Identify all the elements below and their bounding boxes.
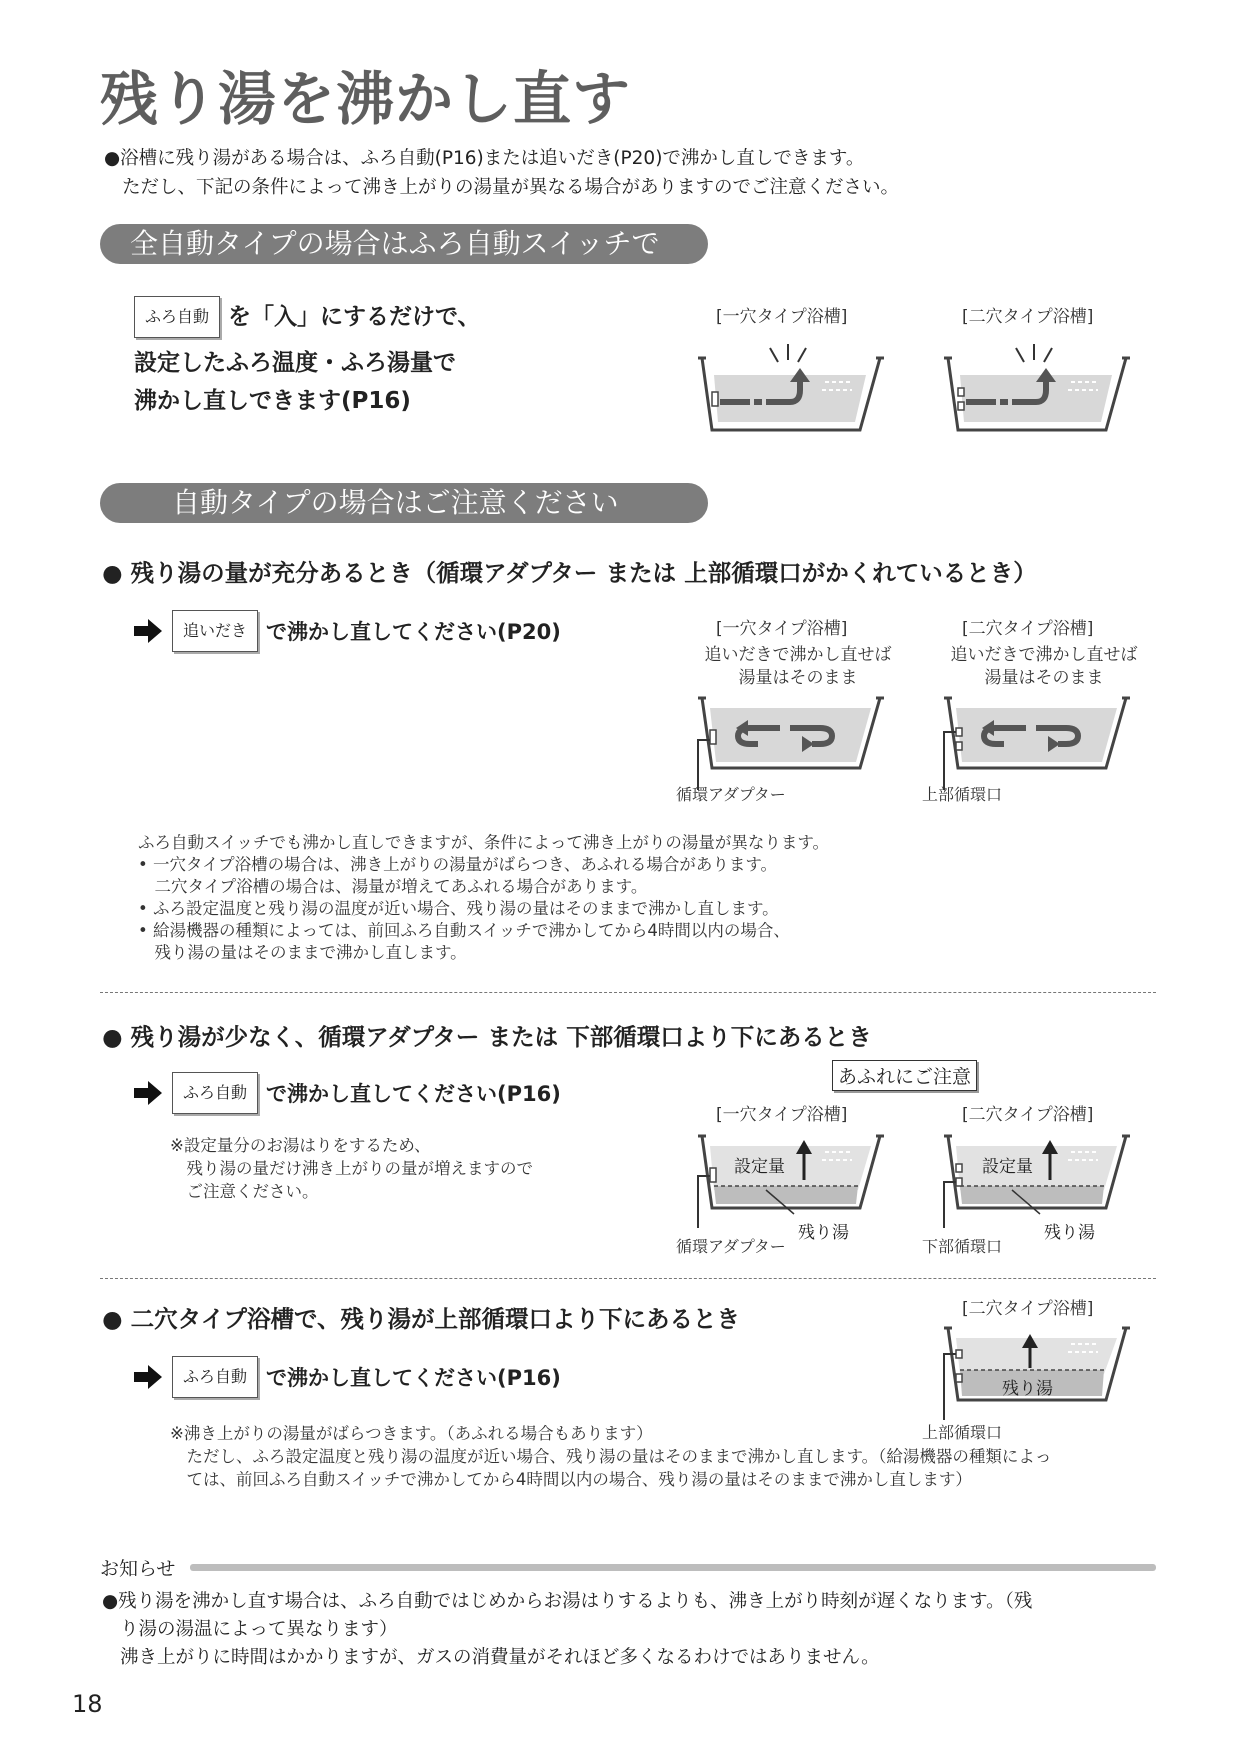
tub-label-double-hole: [二穴タイプ浴槽]: [962, 307, 1094, 327]
case3-instruction-row: [134, 1356, 561, 1398]
case1-tub2-part: 上部循環口: [922, 785, 1003, 804]
tub-label-single-hole: [一穴タイプ浴槽]: [716, 307, 848, 327]
notice-label: お知らせ: [100, 1558, 176, 1580]
notice-line-1: ●残り湯を沸かし直す場合は、ふろ自動ではじめからお湯はりするよりも、沸き上がり時刻が遅くなります。（残: [102, 1591, 1033, 1612]
case1-note-line: 二穴タイプ浴槽の場合は、湯量が増えてあふれる場合があります。: [138, 877, 648, 896]
case3-note-line: ては、前回ふろ自動スイッチで沸かしてから4時間以内の場合、残り湯の量はそのままで沸かし直します）: [170, 1470, 972, 1489]
case2-instruction-row: [134, 1072, 561, 1114]
section-header-full-auto: 全自動タイプの場合はふろ自動スイッチで: [100, 224, 708, 264]
notice-line-2: り湯の湯温によって異なります）: [120, 1619, 398, 1640]
case2-note-line: 残り湯の量だけ沸き上がりの量が増えますので: [170, 1159, 533, 1178]
case1-note-line: • ふろ設定温度と残り湯の温度が近い場合、残り湯の量はそのままで沸かし直します。: [138, 899, 779, 918]
case3-heading: ● 二穴タイプ浴槽で、残り湯が上部循環口より下にあるとき: [102, 1305, 741, 1333]
tub-diagram-case2-double: [936, 1128, 1136, 1228]
case2-tub2-label: [二穴タイプ浴槽]: [962, 1105, 1094, 1125]
case3-tub-label: [二穴タイプ浴槽]: [962, 1299, 1094, 1319]
case2-instruction: で沸かし直してください(P16): [266, 1082, 561, 1106]
arrow-right-icon: [134, 619, 164, 643]
case3-notes: [170, 1422, 1051, 1491]
section1-body: [134, 296, 481, 420]
case1-tub1-caption: [688, 644, 908, 690]
section-header-auto-caution: 自動タイプの場合はご注意ください: [100, 483, 708, 523]
furo-auto-key-button[interactable]: ふろ自動: [172, 1356, 258, 1398]
case3-tub-part: 上部循環口: [922, 1423, 1003, 1442]
case1-tub1-caption-line-1: 追いだきで沸かし直せば: [704, 645, 892, 665]
case1-note-line: • 一穴タイプ浴槽の場合は、沸き上がりの湯量がばらつき、あふれる場合があります。: [138, 855, 778, 874]
case2-tub2-remaining: 残り湯: [1044, 1223, 1095, 1243]
overflow-caution-badge: あふれにご注意: [832, 1060, 977, 1091]
case2-heading: ● 残り湯が少なく、循環アダプター または 下部循環口より下にあるとき: [102, 1023, 872, 1051]
intro-text: [104, 144, 899, 202]
divider: [100, 992, 1156, 993]
tub-diagram-case3-double: [936, 1320, 1136, 1420]
tub-diagram-case2-single: [690, 1128, 890, 1228]
intro-line-2: ただし、下記の条件によって沸き上がりの湯量が異なる場合がありますのでご注意ください。: [122, 177, 900, 198]
case1-tub1-caption-line-2: 湯量はそのまま: [738, 668, 858, 688]
tub-diagram-case1-single: [690, 690, 890, 790]
case2-note-line: ご注意ください。: [170, 1182, 319, 1201]
section1-line-1: を「入」にするだけで、: [228, 304, 481, 330]
case1-instruction-row: [134, 610, 561, 652]
case2-tub1-part: 循環アダプター: [676, 1237, 786, 1256]
case2-tub2-set-amount: 設定量: [982, 1157, 1033, 1177]
section1-line-2: 設定したふろ温度・ふろ湯量で: [134, 350, 456, 376]
tub-diagram-double-hole-full-auto: [936, 330, 1136, 440]
notice-rule: [190, 1564, 1156, 1571]
case1-heading: ● 残り湯の量が充分あるとき（循環アダプター または 上部循環口がかくれているとき）: [102, 559, 1037, 587]
page-title: 残り湯を沸かし直す: [100, 65, 632, 133]
notice-text: [102, 1588, 1032, 1672]
case1-tub1-part: 循環アダプター: [676, 785, 786, 804]
case3-instruction: で沸かし直してください(P16): [266, 1366, 561, 1390]
oidaki-key-button[interactable]: 追いだき: [172, 610, 258, 652]
case3-note-line: ※沸き上がりの湯量がばらつきます。（あふれる場合もあります）: [170, 1424, 653, 1443]
case1-tub1-label: [一穴タイプ浴槽]: [716, 619, 848, 639]
case1-instruction: で沸かし直してください(P20): [266, 620, 561, 644]
page-number: 18: [72, 1690, 103, 1718]
furo-auto-key-button[interactable]: ふろ自動: [134, 296, 220, 338]
case1-note-line: 残り湯の量はそのままで沸かし直します。: [138, 943, 467, 962]
case1-note-line: ふろ自動スイッチでも沸かし直しできますが、条件によって沸き上がりの湯量が異なります。: [138, 833, 830, 852]
tub-diagram-case1-double: [936, 690, 1136, 790]
case1-tub2-caption: [934, 644, 1154, 690]
section1-line-3: 沸かし直しできます(P16): [134, 388, 411, 414]
intro-line-1: ●浴槽に残り湯がある場合は、ふろ自動(P16)または追いだき(P20)で沸かし直しできます。: [104, 148, 865, 169]
case2-tub1-remaining: 残り湯: [798, 1223, 849, 1243]
case1-tub2-label: [二穴タイプ浴槽]: [962, 619, 1094, 639]
arrow-right-icon: [134, 1081, 164, 1105]
case1-notes: [138, 832, 829, 964]
case2-tub1-set-amount: 設定量: [734, 1157, 785, 1177]
case3-note-line: ただし、ふろ設定温度と残り湯の温度が近い場合、残り湯の量はそのままで沸かし直します。（給湯機器の種類によっ: [170, 1447, 1052, 1466]
case1-tub2-caption-line-2: 湯量はそのまま: [984, 668, 1104, 688]
arrow-right-icon: [134, 1365, 164, 1389]
case2-notes: [170, 1134, 533, 1203]
case1-note-line: • 給湯機器の種類によっては、前回ふろ自動スイッチで沸かしてから4時間以内の場合、: [138, 921, 790, 940]
divider: [100, 1278, 1156, 1279]
notice-line-3: 沸き上がりに時間はかかりますが、ガスの消費量がそれほど多くなるわけではありません。: [120, 1647, 880, 1668]
case3-tub-remaining: 残り湯: [1002, 1379, 1053, 1399]
case2-note-line: ※設定量分のお湯はりをするため、: [170, 1136, 431, 1155]
furo-auto-key-button[interactable]: ふろ自動: [172, 1072, 258, 1114]
case2-tub1-label: [一穴タイプ浴槽]: [716, 1105, 848, 1125]
case1-tub2-caption-line-1: 追いだきで沸かし直せば: [950, 645, 1138, 665]
tub-diagram-single-hole-full-auto: [690, 330, 890, 440]
case2-tub2-part: 下部循環口: [922, 1237, 1003, 1256]
